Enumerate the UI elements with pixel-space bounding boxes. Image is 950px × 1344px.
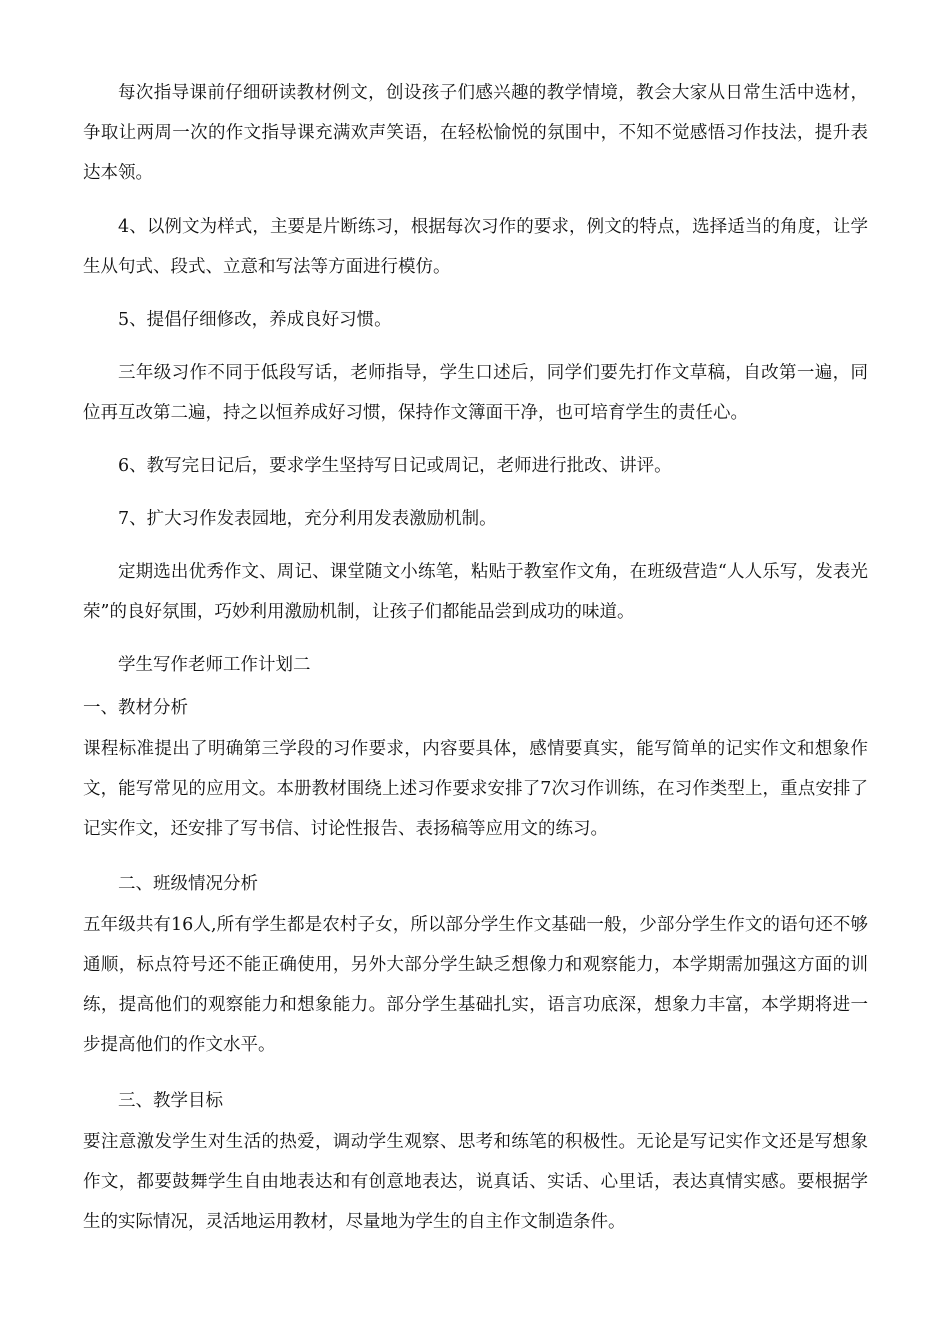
paragraph-class-analysis: 五年级共有16人,所有学生都是农村子女，所以部分学生作文基础一般，少部分学生作文的语句还不够通顺，标点符号还不能正确使用，另外大部分学生缺乏想像力和观察能力，本学期需加强这方面的训练，提高他们的观察能力和想象能力。部分学生基础扎实，语言功底深，想象力丰富，本学期将进一步提高他们的作文水平。 — [83, 915, 868, 1055]
paragraph-item-7: 7、扩大习作发表园地，充分利用发表激励机制。 — [118, 509, 497, 529]
paragraph-item-6: 6、教写完日记后，要求学生坚持写日记或周记，老师进行批改、讲评。 — [118, 456, 672, 476]
paragraph-textbook-analysis: 课程标准提出了明确第三学段的习作要求，内容要具体，感情要真实，能写简单的记实作文和想象作文，能写常见的应用文。本册教材围绕上述习作要求安排了7次习作训练，在习作类型上，重点安排了记实作文，还安排了写书信、讨论性报告、表扬稿等应用文的练习。 — [83, 739, 868, 839]
heading-class-analysis: 二、班级情况分析 — [118, 874, 258, 894]
paragraph-teaching-guidance: 每次指导课前仔细研读教材例文，创设孩子们感兴趣的教学情境，教会大家从日常生活中选材，争取让两周一次的作文指导课充满欢声笑语，在轻松愉悦的氛围中，不知不觉感悟习作技法，提升表达本领。 — [83, 83, 868, 183]
section-title-plan-two: 学生写作老师工作计划二 — [118, 655, 311, 675]
paragraph-publish-regularly: 定期选出优秀作文、周记、课堂随文小练笔，粘贴于教室作文角，在班级营造“人人乐写，发表光荣”的良好氛围，巧妙利用激励机制，让孩子们都能品尝到成功的味道。 — [83, 562, 868, 622]
paragraph-item-4: 4、以例文为样式，主要是片断练习，根据每次习作的要求，例文的特点，选择适当的角度，让学生从句式、段式、立意和写法等方面进行模仿。 — [83, 217, 868, 277]
paragraph-item-5: 5、提倡仔细修改，养成良好习惯。 — [118, 310, 392, 330]
paragraph-grade-three: 三年级习作不同于低段写话，老师指导，学生口述后，同学们要先打作文草稿，自改第一遍，同位再互改第二遍，持之以恒养成好习惯，保持作文簿面干净，也可培育学生的责任心。 — [83, 363, 868, 423]
paragraph-teaching-goals: 要注意激发学生对生活的热爱，调动学生观察、思考和练笔的积极性。无论是写记实作文还是写想象作文，都要鼓舞学生自由地表达和有创意地表达，说真话、实话、心里话，表达真情实感。要根据学生的实际情况，灵活地运用教材，尽量地为学生的自主作文制造条件。 — [83, 1132, 868, 1232]
heading-textbook-analysis: 一、教材分析 — [83, 698, 188, 718]
heading-teaching-goals: 三、教学目标 — [118, 1091, 223, 1111]
